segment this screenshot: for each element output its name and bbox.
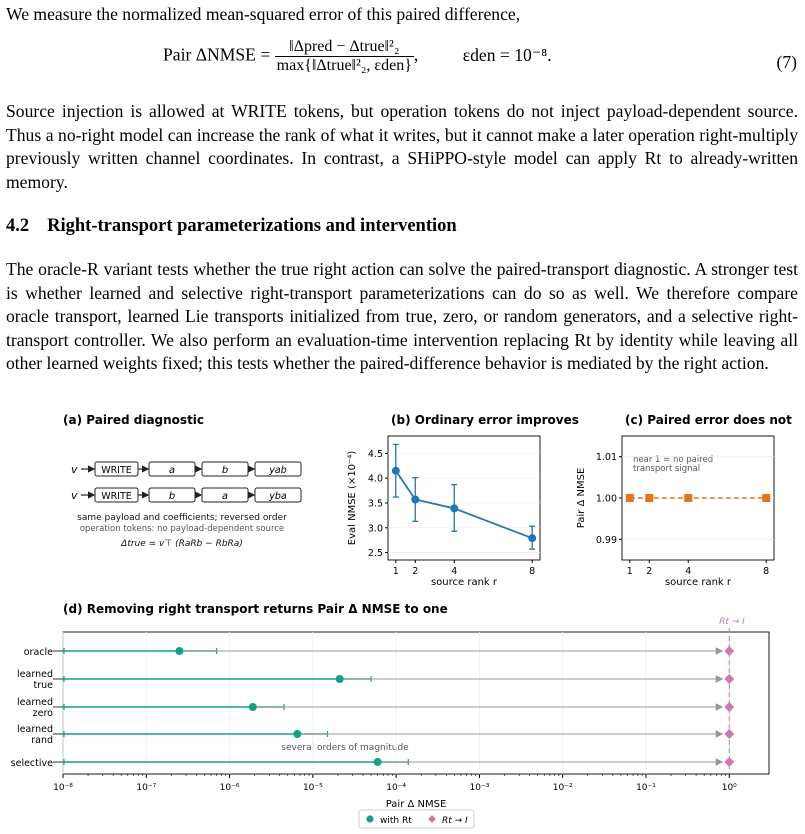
- paragraph-source-injection: Source injection is allowed at WRITE tokens, but operation tokens do not inject payload-dependent source. Thus a no-right model can increase the rank of what it writes, but it cannot make a later operation right-multiply previously written channel coordinates. In contrast, a SHiPPO-style model can apply Rt to already-written memory.: [6, 101, 798, 192]
- panel-d-category-label: selective: [10, 758, 53, 769]
- equation-epsilon: εden = 10⁻⁸.: [462, 44, 552, 65]
- section-number: 4.2: [6, 216, 30, 236]
- row2-write-label: WRITE: [101, 491, 132, 502]
- panel-d-category-label: oracle: [23, 647, 53, 658]
- equation-number: (7): [776, 52, 797, 72]
- panel-c-xtick-label: 8: [763, 566, 770, 577]
- row1-a-label: a: [168, 465, 176, 476]
- panel-a-caption-2: operation tokens: no payload-dependent source: [79, 524, 285, 534]
- panel-a-title: (a) Paired diagnostic: [63, 413, 205, 427]
- panel-d-xtick-label: 10⁻⁵: [302, 783, 323, 793]
- equation-7: Pair ΔNMSE = $\frac{\text{‖Δpred − Δtrue‖²₂}}{\text{max\{‖Δtrue‖²₂, εden\}}}$ , εden = 10⁻⁸. (7): [163, 38, 797, 74]
- panel-d-with-rt-point: [336, 675, 344, 683]
- panel-c: [576, 413, 792, 588]
- panel-d-xtick-label: 10⁻⁷: [136, 783, 157, 793]
- panel-b-ytick-label: 3.5: [367, 498, 383, 510]
- row2-v-label: v: [71, 489, 78, 502]
- panel-b-title: (b) Ordinary error improves: [391, 413, 579, 427]
- panel-d-identity-point: [724, 674, 734, 684]
- panel-d-xtick-label: 10⁻⁴: [386, 783, 407, 793]
- panel-b-xtick-label: 8: [529, 566, 536, 577]
- panel-b-point: [411, 495, 419, 503]
- panel-b-xtick-label: 1: [392, 566, 399, 577]
- panel-b-ytick-label: 2.5: [367, 548, 383, 560]
- panel-d-category-label: rand: [31, 735, 53, 746]
- panel-d-identity-point: [724, 729, 734, 739]
- panel-b-ytick-label: 4.5: [367, 448, 383, 460]
- panel-c-xlabel: source rank r: [664, 577, 732, 588]
- section-title: Right-transport parameterizations and intervention: [47, 216, 457, 236]
- panel-b-ytick-label: 3.0: [367, 523, 383, 535]
- panel-b-xlabel: source rank r: [430, 577, 498, 588]
- row1-write-label: WRITE: [101, 465, 132, 476]
- panel-d-category-label: true: [33, 680, 53, 691]
- legend-with-rt-marker: [366, 815, 373, 822]
- panel-c-point: [626, 494, 634, 502]
- panel-c-xtick-label: 2: [646, 566, 653, 577]
- panel-c-note-2: transport signal: [633, 464, 701, 474]
- panel-d-category-label: zero: [32, 708, 53, 719]
- panel-d-category-label: learned: [17, 669, 53, 680]
- panel-c-ylabel: Pair Δ NMSE: [576, 467, 587, 529]
- panel-c-point: [762, 494, 770, 502]
- legend-with-rt-label: with Rt: [380, 816, 412, 826]
- panel-b-ytick-label: 4.0: [367, 473, 383, 485]
- panel-d-xtick-label: 10⁻⁸: [53, 783, 73, 793]
- panel-d-title: (d) Removing right transport returns Pair Δ NMSE to one: [63, 602, 448, 616]
- panel-c-point: [684, 494, 692, 502]
- panel-c-ytick-label: 0.99: [595, 534, 617, 546]
- panel-b: [347, 413, 579, 588]
- panel-a: [63, 413, 301, 549]
- panel-c-xtick-label: 1: [626, 566, 633, 577]
- panel-d-identity-point: [724, 646, 734, 656]
- panel-b-point: [450, 504, 458, 512]
- panel-a-caption-1: same payload and coefficients; reversed order: [77, 513, 287, 523]
- panel-d-with-rt-point: [293, 730, 301, 738]
- panel-d-reference-label: Rt → I: [719, 617, 745, 627]
- panel-c-title: (c) Paired error does not: [625, 413, 792, 427]
- intro-text: We measure the normalized mean-squared error of this paired difference,: [6, 4, 521, 24]
- panel-d-xtick-label: 10⁻⁶: [219, 783, 240, 793]
- panel-d-identity-point: [724, 702, 734, 712]
- row2-output-label: yba: [269, 491, 287, 502]
- row1-output-label: yab: [269, 465, 287, 476]
- row1-b-label: b: [221, 465, 229, 476]
- panel-b-xtick-label: 4: [451, 566, 458, 577]
- panel-b-xtick-label: 2: [412, 566, 419, 577]
- equation-lhs: Pair ΔNMSE =: [163, 44, 271, 65]
- panel-d-with-rt-point: [175, 647, 183, 655]
- panel-b-point: [528, 534, 536, 542]
- panel-d-xlabel: Pair Δ NMSE: [385, 799, 447, 810]
- panel-b-ylabel: Eval NMSE (×10⁻⁴): [347, 450, 358, 546]
- panel-c-ytick-label: 1.00: [595, 493, 617, 505]
- panel-c-xtick-label: 4: [685, 566, 692, 577]
- panel-d-category-label: learned: [17, 697, 53, 708]
- equation-denominator: max{‖Δtrue‖²₂, εden}: [276, 57, 412, 74]
- panel-b-point: [392, 467, 400, 475]
- row1-v-label: v: [71, 463, 78, 476]
- panel-d-xtick-label: 10⁻¹: [636, 783, 656, 793]
- panel-d-xtick-label: 10⁻²: [552, 783, 573, 793]
- panel-c-ytick-label: 1.01: [595, 452, 617, 464]
- paragraph-right-transport: The oracle-R variant tests whether the true right action can solve the paired-transport diagnostic. A stronger test is whether learned and selective right-transport parameterizations can do so as well. We therefore compare oracle transport, learned Lie transports initialized from true, zero, or random generators, and a selective right-transport controller. We also perform an evaluation-time intervention replacing Rt by identity while leaving all other learned weights fixed; this tests whether the paired-difference behavior is mediated by the right action.: [6, 259, 798, 373]
- panel-d-with-rt-point: [374, 758, 382, 766]
- row2-b-label: b: [168, 491, 176, 502]
- panel-d-xtick-label: 10⁰: [721, 783, 737, 793]
- legend-rt-identity-label: Rt → I: [442, 816, 468, 826]
- panel-c-note-1: near 1 = no paired: [633, 455, 714, 465]
- panel-d-category-label: learned: [17, 724, 53, 735]
- panel-d-legend: [359, 810, 474, 828]
- panel-d-annotation: several orders of magnitude: [281, 743, 409, 753]
- panel-d-identity-point: [724, 757, 734, 767]
- panel-d-axes: [63, 632, 769, 774]
- panel-b-axes: [388, 436, 540, 560]
- panel-d-with-rt-point: [249, 703, 257, 711]
- panel-c-point: [645, 494, 653, 502]
- panel-d: [11, 602, 769, 828]
- equation-numerator: ‖Δpred − Δtrue‖²₂: [275, 38, 414, 57]
- panel-a-delta-formula: Δtrue = v⊤ (RaRb − RbRa): [121, 539, 243, 549]
- panel-d-xtick-label: 10⁻³: [469, 783, 490, 793]
- row2-a-label: a: [221, 491, 229, 502]
